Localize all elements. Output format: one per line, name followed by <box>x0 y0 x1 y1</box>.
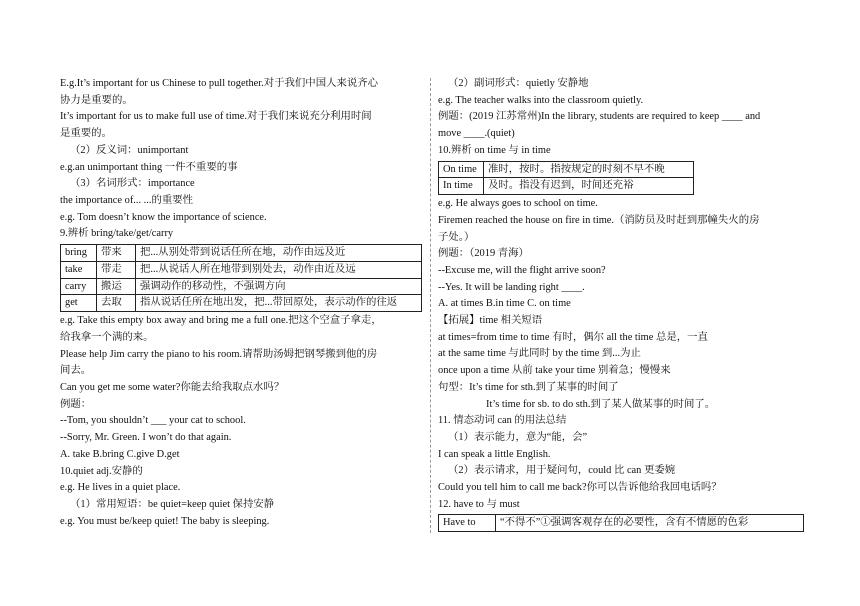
left-text-block-b <box>60 313 422 530</box>
table-cell: 带走 <box>97 261 136 278</box>
text-line: e.g. He always goes to school on time. <box>438 198 598 210</box>
text-line: 是重要的。 <box>60 128 112 140</box>
table-cell: carry <box>61 278 97 295</box>
table-cell: 把...从别处带到说话任所在地，动作由远及近 <box>136 245 422 262</box>
text-line: e.g.an unimportant thing 一件不重要的事 <box>60 161 238 173</box>
text-line: 子处。） <box>438 231 475 243</box>
right-text-block-b <box>438 196 804 513</box>
text-line: 句型：It’s time for sth.到了某事的时间了 <box>438 381 619 393</box>
text-line: I can speak a little English. <box>438 448 551 460</box>
table-cell: 去取 <box>97 295 136 312</box>
text-line: 协力是重要的。 <box>60 94 133 106</box>
text-line: 例题：(2019 江苏常州)In the library, students are required to keep ____ and <box>438 111 761 123</box>
have-to-must-table <box>438 514 804 532</box>
table-row <box>439 515 804 532</box>
text-line: Please help Jim carry the piano to his room.请帮助汤姆把钢琴搬到他的房 <box>60 348 378 360</box>
table-row <box>61 245 422 262</box>
table-cell: 带来 <box>97 245 136 262</box>
text-line: e.g. The teacher walks into the classroom quietly. <box>438 94 644 106</box>
text-line: 11. 情态动词 can 的用法总结 <box>438 415 567 427</box>
text-line: 12. have to 与 must <box>438 498 520 510</box>
text-line: --Yes. It will be landing right ____. <box>438 281 585 293</box>
bring-take-get-carry-table <box>60 244 422 312</box>
text-line: 间去。 <box>60 365 92 377</box>
text-line: A. at times B.in time C. on time <box>438 298 571 310</box>
table-cell: Have to <box>439 515 496 532</box>
text-line: E.g.It’s important for us Chinese to pull together.对于我们中国人来说齐心 <box>60 78 379 89</box>
column-divider <box>430 78 431 533</box>
table-row <box>439 161 694 178</box>
table-cell: “不得不”①强调客观存在的必要性，含有不情愿的色彩 <box>496 515 804 532</box>
table-cell: take <box>61 261 97 278</box>
text-line: 9.辨析 bring/take/get/carry <box>60 228 174 240</box>
left-column <box>60 76 422 530</box>
text-line: 【拓展】time 相关短语 <box>438 315 543 327</box>
text-line: --Tom, you shouldn’t ___ your cat to school. <box>60 415 246 427</box>
table-row <box>61 295 422 312</box>
text-line: （2）反义词：unimportant <box>70 144 189 156</box>
text-line: Firemen reached the house on fire in time.（消防员及时赶到那幢失火的房 <box>438 214 760 226</box>
text-line: --Excuse me, will the flight arrive soon? <box>438 264 606 276</box>
text-line: It’s time for sb. to do sth.到了某人做某事的时间了。 <box>486 398 716 410</box>
text-line: 给我拿一个满的来。 <box>60 331 154 343</box>
text-line: e.g. Take this empty box away and bring me a full one.把这个空盒子拿走， <box>60 315 382 327</box>
text-line: the importance of... ...的重要性 <box>60 194 194 206</box>
text-line: （1）常用短语：be quiet=keep quiet 保持安静 <box>70 498 275 510</box>
table-cell: In time <box>439 178 484 195</box>
text-line: e.g. Tom doesn’t know the importance of science. <box>60 211 267 223</box>
table-cell: 搬运 <box>97 278 136 295</box>
table-cell: 准时，按时。指按规定的时刻不早不晚 <box>484 161 694 178</box>
text-line: 例题：（2019 青海） <box>438 248 529 260</box>
right-text-block-a <box>438 76 804 160</box>
table-cell: 强调动作的移动性，不强调方向 <box>136 278 422 295</box>
text-line: e.g. He lives in a quiet place. <box>60 482 181 494</box>
text-line: A. take B.bring C.give D.get <box>60 448 180 460</box>
text-line: Could you tell him to call me back?你可以告诉他给我回电话吗？ <box>438 482 722 494</box>
table-cell: On time <box>439 161 484 178</box>
text-line: 10.quiet adj.安静的 <box>60 465 143 477</box>
text-line: （3）名词形式：importance <box>70 178 195 190</box>
table-cell: bring <box>61 245 97 262</box>
table-row <box>439 178 694 195</box>
text-line: e.g. You must be/keep quiet! The baby is sleeping. <box>60 515 270 527</box>
right-column <box>438 76 804 532</box>
table-cell: get <box>61 295 97 312</box>
text-line: 例题： <box>60 398 92 410</box>
text-line: at the same time 与此同时 by the time 到...为止 <box>438 348 641 360</box>
table-cell: 指从说话任所在地出发，把...带回原处，表示动作的往返 <box>136 295 422 312</box>
table-cell: 及时。指没有迟到，时间还充裕 <box>484 178 694 195</box>
text-line: （1）表示能力，意为“能，会” <box>448 431 588 443</box>
table-row <box>61 278 422 295</box>
on-time-in-time-table <box>438 161 694 196</box>
text-line: --Sorry, Mr. Green. I won’t do that again. <box>60 432 232 444</box>
text-line: It’s important for us to make full use of time.对于我们来说充分利用时间 <box>60 111 372 123</box>
text-line: once upon a time 从前 take your time 别着急；慢慢来 <box>438 365 671 377</box>
text-line: at times=from time to time 有时，偶尔 all the time 总是，一直 <box>438 331 708 343</box>
table-row <box>61 261 422 278</box>
text-line: move ____.(quiet) <box>438 128 515 140</box>
table-cell: 把...从说话人所在地带到别处去，动作由近及远 <box>136 261 422 278</box>
text-line: （2）副词形式：quietly 安静地 <box>448 78 589 89</box>
text-line: 10.辨析 on time 与 in time <box>438 144 551 156</box>
text-line: （2）表示请求，用于疑问句，could 比 can 更委婉 <box>448 465 676 477</box>
left-text-block-a <box>60 76 422 243</box>
text-line: Can you get me some water?你能去给我取点水吗？ <box>60 382 285 394</box>
